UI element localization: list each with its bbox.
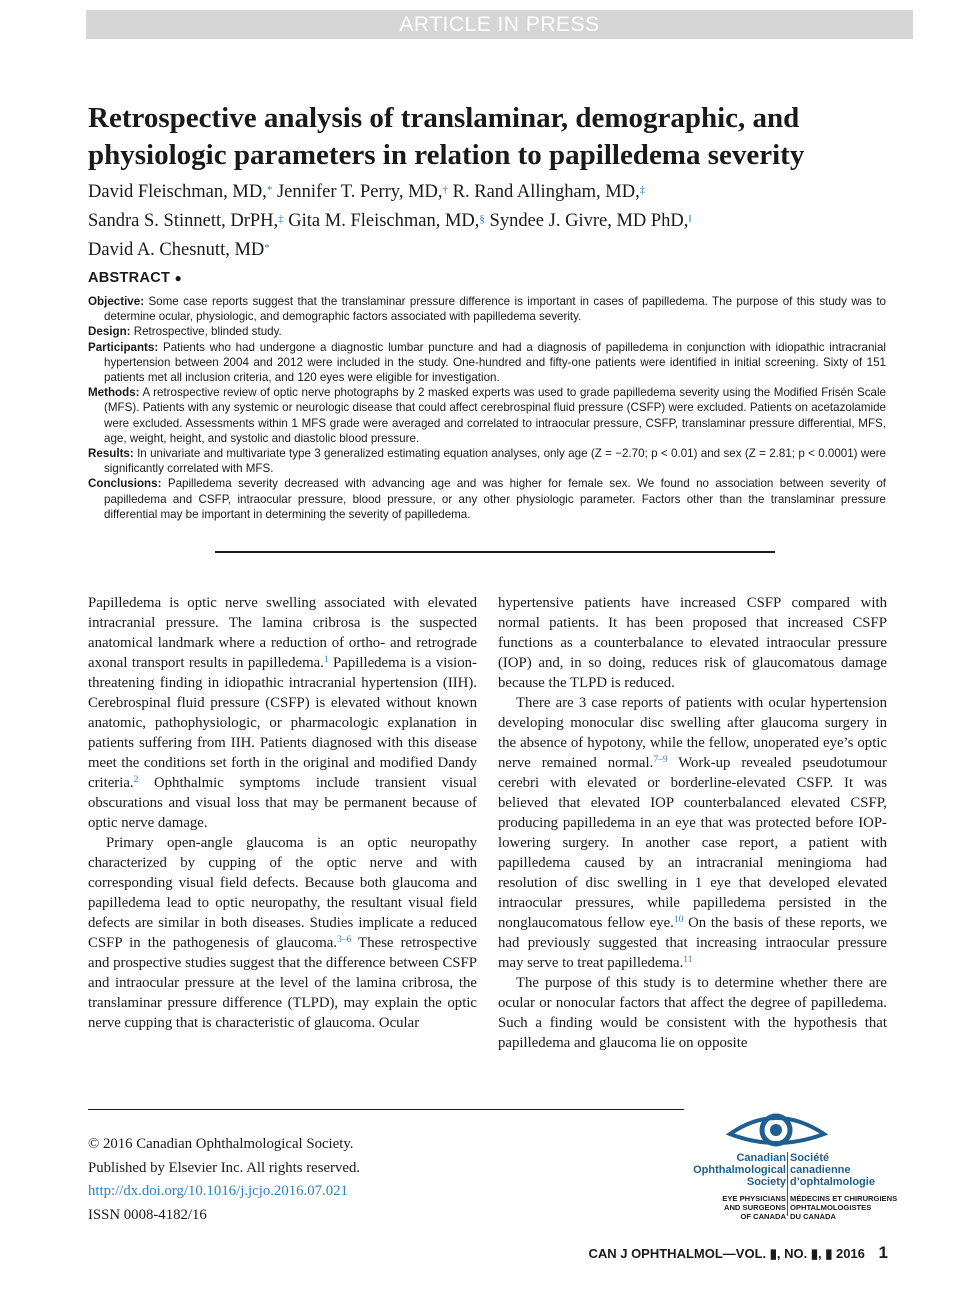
logo-divider xyxy=(787,1152,788,1216)
affiliation-mark[interactable]: ‡ xyxy=(278,213,284,225)
abstract-section-text: A retrospective review of optic nerve photographs by 2 masked experts was used to grade papilledema severity using the Modified Frisén Scale (MFS). Patients with any systemic or neurologic disease that could affect cerebrospinal fluid pressure (CSFP) were excluded. Patients on acetazolamide were excluded. Assessments within 1 MFS grade were averaged and correlated to intraocular pressure, CSFP, translaminar pressure differential, MFS, age, weight, height, and systolic and diastolic blood pressure. xyxy=(104,386,886,445)
open-access-dot-icon: ● xyxy=(174,271,183,285)
body-paragraph xyxy=(498,593,887,693)
affiliation-mark[interactable]: * xyxy=(264,242,270,254)
author-name: Sandra S. Stinnett, DrPH, xyxy=(88,211,279,231)
abstract-divider xyxy=(215,551,775,553)
body-text: hypertensive patients have increased CSFP compared with normal patients. It has been proposed that increased CSFP functions as a counterbalance to elevated intraocular pressure (IOP) and, in so doing, reduces risk of glaucomatous damage because the TLPD is reduced. xyxy=(498,595,887,691)
journal-footer xyxy=(588,1243,888,1263)
page-number: 1 xyxy=(878,1243,888,1262)
author-line-3 xyxy=(88,236,908,265)
copyright-line: © 2016 Canadian Ophthalmological Society. xyxy=(88,1136,354,1152)
abstract-heading-text: ABSTRACT xyxy=(88,270,171,286)
body-text: Papilledema is a vision-threatening finding in idiopathic intracranial hypertension (IIH). Cerebrospinal fluid pressure (CSFP) is elevated without known anatomic, pathophysiologic, or pharmacologic explanation in patients suffering from IIH. Patients diagnosed with this disease meet the conditions set forth in the original and modified Dandy criteria. xyxy=(88,655,477,791)
author-name: Gita M. Fleischman, MD, xyxy=(283,211,480,231)
author-name: R. Rand Allingham, MD, xyxy=(448,182,640,202)
copyright-block xyxy=(88,1133,488,1227)
abstract-section xyxy=(88,446,886,476)
abstract-section xyxy=(88,294,886,324)
logo-english-name: Canadian Ophthalmological Society xyxy=(693,1152,786,1188)
doi-link[interactable]: http://dx.doi.org/10.1016/j.jcjo.2016.07.021 xyxy=(88,1183,348,1199)
abstract-section-text: Papilledema severity decreased with advancing age and was higher for female sex. We found no association between severity of papilledema and CSFP, intraocular pressure, blood pressure, or any other physiologic parameter. Factors other than the translaminar pressure differential may be important in determining the severity of papilledema. xyxy=(104,477,886,521)
abstract-section-text: Patients who had undergone a diagnostic lumbar puncture and had a diagnosis of papilledema in conjunction with idiopathic intracranial hypertension between 2004 and 2012 were included in the study. One-hundred and fifty-one patients were identified in initial screening. Sixty of 151 patients met all inclusion criteria, and 120 eyes were eligible for investigation. xyxy=(104,340,886,385)
issn-line: ISSN 0008-4182/16 xyxy=(88,1206,207,1223)
abstract-section-text: In univariate and multivariate type 3 generalized estimating equation analyses, only age (Z = −2.70; p < 0.01) and sex (Z = 2.81; p < 0.0001) were significantly correlated with MFS. xyxy=(104,447,886,476)
abstract-section-label: Results: xyxy=(88,447,134,461)
body-text: The purpose of this study is to determine whether there are ocular or nonocular factors that affect the degree of papilledema. Such a finding would be consistent with the hypothesis that papilledema and glaucoma lie on opposite xyxy=(498,975,887,1051)
affiliation-mark[interactable]: † xyxy=(442,184,449,196)
abstract-section-label: Design: xyxy=(88,325,131,339)
body-text: Primary open-angle glaucoma is an optic neuropathy characterized by cupping of the optic nerve and with corresponding visual field defects. Because both glaucoma and papilledema lead to optic neuropathy, the resultant visual field defects are similar in both diseases. Studies implicate a reduced CSFP in the pathogenesis of glaucoma. xyxy=(88,835,477,951)
body-column-left xyxy=(88,593,477,1033)
citation-ref[interactable]: 3–6 xyxy=(337,935,352,945)
abstract-section-text: Some case reports suggest that the translaminar pressure difference is important in cases of papilledema. The purpose of this study was to determine ocular, physiologic, and demographic factors associated with papilledema severity. xyxy=(104,295,886,324)
abstract-section-label: Conclusions: xyxy=(88,477,162,491)
body-text: These retrospective and prospective studies suggest that the difference between CSFP and intraocular pressure at the level of the lamina cribrosa, the translaminar pressure difference (TLPD), may explain the optic nerve cupping that is characteristic of glaucoma. Ocular xyxy=(88,935,478,1031)
author-name: Jennifer T. Perry, MD, xyxy=(272,182,443,202)
abstract-section xyxy=(88,385,886,446)
abstract-section-text: Retrospective, blinded study. xyxy=(130,325,282,339)
logo-french-name: Société canadienne d’ophtalmologie xyxy=(790,1152,875,1188)
body-text: There are 3 case reports of patients with ocular hypertension developing monocular disc swelling after glaucoma surgery in the absence of hypotony, while the fellow, unoperated eye’s optic nerve remained normal. xyxy=(498,695,887,771)
author-line-1 xyxy=(88,178,908,207)
citation-ref[interactable]: 10 xyxy=(673,915,684,925)
author-name: Syndee J. Givre, MD PhD, xyxy=(484,211,689,231)
cos-logo xyxy=(693,1108,898,1228)
abstract-section xyxy=(88,340,886,386)
body-paragraph xyxy=(498,973,887,1053)
citation-ref[interactable]: 1 xyxy=(323,655,329,665)
abstract-section-label: Methods: xyxy=(88,386,140,400)
footnote-divider xyxy=(88,1109,684,1110)
body-column-right xyxy=(498,593,887,1053)
abstract-heading xyxy=(88,270,182,286)
body-text: Work-up revealed pseudotumour cerebri with elevated or borderline-elevated CSFP. It was believed that elevated IOP counterbalanced elevated CSFP, producing papilledema in an eye that was protected before IOP-lowering surgery. In another case report, a patient with papilledema caused by an intracranial meningioma had resolution of disc swelling in 1 eye that developed elevated intraocular pressures, while papilledema persisted in the nonglaucomatous fellow eye. xyxy=(498,755,887,931)
logo-french-subtitle: MÉDECINS ET CHIRURGIENS OPHTALMOLOGISTES DU CANADA xyxy=(790,1194,898,1221)
author-name: David A. Chesnutt, MD xyxy=(88,240,265,260)
abstract-section xyxy=(88,476,886,522)
body-text: Ophthalmic symptoms include transient visual obscurations and visual loss that may be permanent because of optic nerve damage. xyxy=(88,775,477,831)
body-text: On the basis of these reports, we had previously suggested that increasing intraocular pressure may serve to treat papilledema. xyxy=(498,915,887,971)
affiliation-mark[interactable]: * xyxy=(266,184,273,196)
body-text: Papilledema is optic nerve swelling associated with elevated intracranial pressure. The lamina cribrosa is the suspected anatomical landmark where a reduction of ortho- and retrograde axonal transport results in papilledema. xyxy=(88,595,477,671)
article-title: Retrospective analysis of translaminar, demographic, and physiologic parameters in relation to papilledema severity xyxy=(88,102,805,171)
author-name: David Fleischman, MD, xyxy=(88,182,267,202)
body-paragraph xyxy=(88,593,477,833)
abstract-section-label: Participants: xyxy=(88,340,159,354)
citation-ref[interactable]: 7–9 xyxy=(653,755,668,765)
citation-ref[interactable]: 11 xyxy=(683,955,693,965)
citation-ref[interactable]: 2 xyxy=(133,775,139,785)
logo-english-subtitle: EYE PHYSICIANS AND SURGEONS OF CANADA xyxy=(722,1194,786,1221)
affiliation-mark[interactable]: ‡ xyxy=(639,184,646,196)
article-in-press-banner: ARTICLE IN PRESS xyxy=(86,10,913,39)
affiliation-mark[interactable]: § xyxy=(479,213,485,225)
body-paragraph xyxy=(498,693,887,973)
journal-citation: CAN J OPHTHALMOL—VOL. ▮, NO. ▮, ▮ 2016 xyxy=(588,1246,865,1261)
author-line-2 xyxy=(88,207,908,236)
abstract-section-label: Objective: xyxy=(88,295,145,308)
author-list xyxy=(88,178,908,265)
publisher-line: Published by Elsevier Inc. All rights reserved. xyxy=(88,1159,361,1176)
body-paragraph xyxy=(88,833,477,1033)
affiliation-mark[interactable]: ‖ xyxy=(688,213,692,225)
abstract-section xyxy=(88,324,886,339)
abstract-body xyxy=(88,294,886,522)
eye-logo-icon xyxy=(696,1108,896,1158)
